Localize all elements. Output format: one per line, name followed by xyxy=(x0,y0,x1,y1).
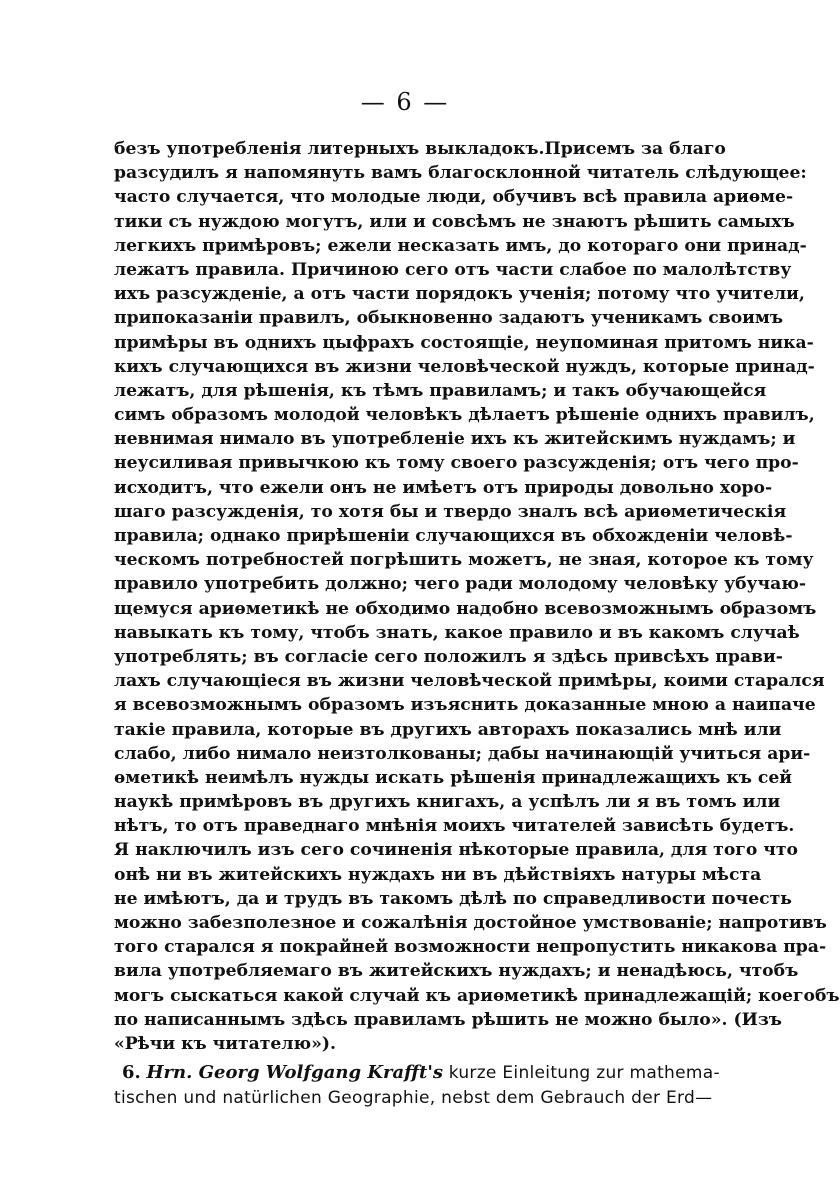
entry-title-part2: tischen und natürlichen Geographie, nebst dem Gebrauch der Erd— xyxy=(114,1088,713,1109)
text-line: по написаннымъ здѣсь правиламъ рѣшить не можно было». (Изъ xyxy=(114,1009,782,1030)
text-line: ихъ разсужденіе, а отъ части порядокъ ученія; потому что учители, xyxy=(114,284,805,305)
text-line: наукѣ примѣровъ въ другихъ книгахъ, а успѣлъ ли я въ томъ или xyxy=(114,792,781,813)
text-line: шаго разсужденія, то хотя бы и твердо зналъ всѣ ариѳметическія xyxy=(114,501,787,522)
entry-title-part1: kurze Einleitung zur mathema- xyxy=(448,1063,720,1084)
text-line: навыкать къ тому, чтобъ знать, какое правило и въ какомъ случаѣ xyxy=(114,622,800,643)
text-line: симъ образомъ молодой человѣкъ дѣлаетъ рѣшеніе однихъ правилъ, xyxy=(114,405,815,426)
text-line: правило употребить должно; чего ради молодому человѣку убучаю- xyxy=(114,574,807,595)
text-line: онѣ ни въ житейскихъ нуждахъ ни въ дѣйствіяхъ натуры мѣста xyxy=(114,864,762,885)
text-line: ческомъ потребностей погрѣшить можетъ, не зная, которое къ тому xyxy=(114,550,814,571)
text-line: легкихъ примѣровъ; ежели несказать имъ, до котораго они принад- xyxy=(114,235,807,256)
text-line: употреблять; въ согласіе сего положилъ я здѣсь привсѣхъ прави- xyxy=(114,646,783,667)
text-line: такіе правила, которые въ другихъ авторахъ показались мнѣ или xyxy=(114,719,782,740)
text-line: могъ сыскаться какой случай къ ариѳметикѣ принадлежащій; коегобъ xyxy=(114,985,840,1006)
text-line: часто случается, что молодые люди, обучивъ всѣ правила ариѳме- xyxy=(114,187,794,208)
text-line: примѣры въ однихъ цыфрахъ состоящіе, неупоминая притомъ ника- xyxy=(114,332,814,353)
text-line: лежатъ правила. Причиною сего отъ части слабое по малолѣтству xyxy=(114,259,792,280)
text-line: не имѣютъ, да и трудъ въ такомъ дѣлѣ по справедливости почесть xyxy=(114,888,792,909)
text-line: того старался я покрайней возможности непропустить никакова пра- xyxy=(114,937,827,958)
text-line: невнимая нимало въ употребленіе ихъ къ житейскимъ нуждамъ; и xyxy=(114,429,796,450)
text-line: разсудилъ я напомянуть вамъ благосклонной читатель слѣдующее: xyxy=(114,163,807,184)
text-line: Я наключилъ изъ сего сочиненія нѣкоторые правила, для того что xyxy=(114,840,798,861)
entry-author: Hrn. Georg Wolfgang Krafft's xyxy=(146,1062,443,1084)
text-line: лежатъ, для рѣшенія, къ тѣмъ правиламъ; и такъ обучающейся xyxy=(114,380,767,401)
bibliography-entry xyxy=(114,1060,720,1085)
text-line: ѳметикѣ неимѣлъ нужды искать рѣшенія принадлежащихъ къ сей xyxy=(114,767,793,788)
entry-number: 6. xyxy=(122,1062,141,1084)
text-line: «Рѣчи къ читателю»). xyxy=(114,1033,336,1054)
bibliography-entry-continued xyxy=(114,1085,713,1110)
text-line: щемуся ариѳметикѣ не обходимо надобно всевозможнымъ образомъ xyxy=(114,598,817,619)
text-line: вила употребляемаго въ житейскихъ нуждахъ; и ненадѣюсь, чтобъ xyxy=(114,961,799,982)
text-line: тики съ нуждою могутъ, или и совсѣмъ не знаютъ рѣшить самыхъ xyxy=(114,211,795,232)
text-line: правила; однако прирѣшеніи случающихся въ обхожденіи человѣ- xyxy=(114,526,793,546)
page-number: — 6 — xyxy=(360,88,450,116)
text-line: кихъ случающихся въ жизни человѣческой нуждъ, которые принад- xyxy=(114,356,815,377)
first-line-right: Присемъ за благо xyxy=(544,139,726,159)
text-line: исходитъ, что ежели онъ не имѣетъ отъ природы довольно хоро- xyxy=(114,477,773,498)
main-text xyxy=(114,137,840,1110)
first-line-left: безъ употребленія литерныхъ выкладокъ. xyxy=(114,139,545,159)
text-line: лахъ случающіеся въ жизни человѣческой примѣры, коими старался xyxy=(114,671,825,692)
text-line: можно забезполезное и сожалѣнія достойное умствованіе; напротивъ xyxy=(114,913,827,933)
text-line: нѣтъ, то отъ праведнаго мнѣнія моихъ читателей зависѣть будетъ. xyxy=(114,816,795,837)
text-line: неусиливая привычкою къ тому своего разсужденія; отъ чего про- xyxy=(114,453,799,474)
text-line: припоказаніи правилъ, обыкновенно задаютъ ученикамъ своимъ xyxy=(114,308,784,329)
text-line: я всевозможнымъ образомъ изъяснить доказанные мною а наипаче xyxy=(114,695,816,716)
text-line: слабо, либо нимало неизтолкованы; дабы начинающій учиться ари- xyxy=(114,743,811,764)
text-line xyxy=(114,137,726,161)
